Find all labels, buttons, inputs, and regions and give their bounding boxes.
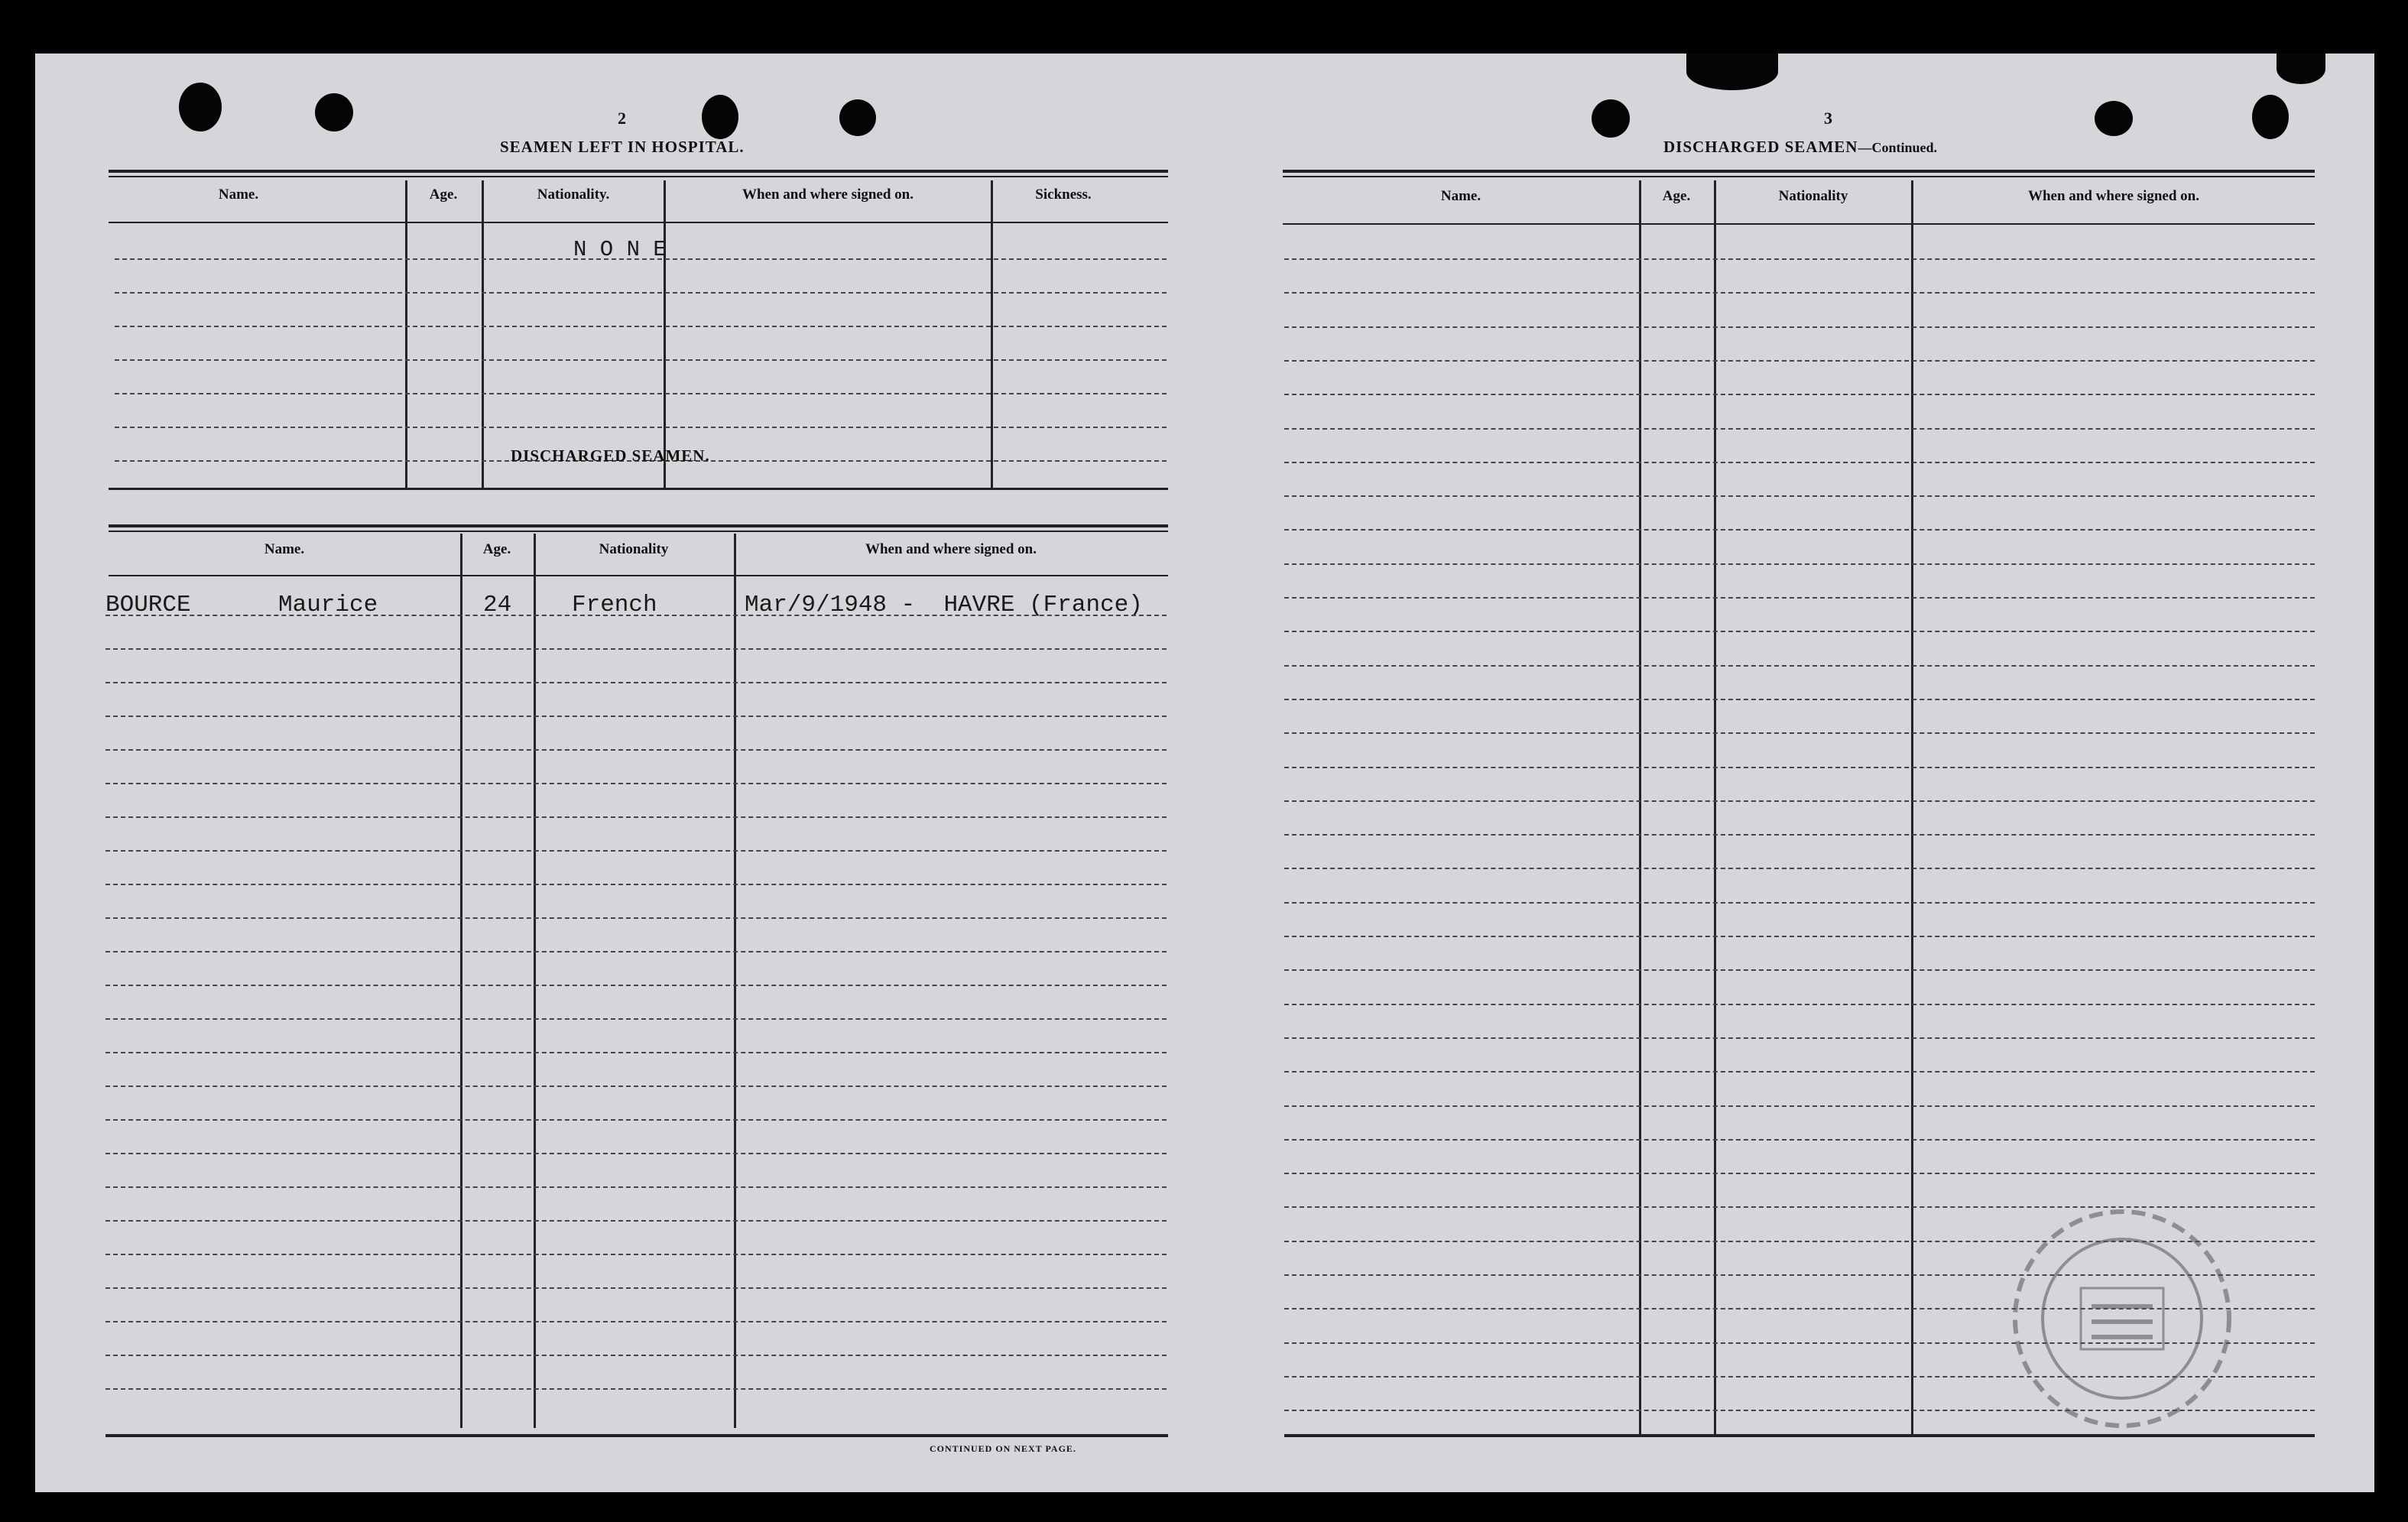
ruled-line — [105, 1355, 1167, 1356]
ruled-line — [1284, 732, 2315, 734]
ruled-line — [1284, 936, 2315, 937]
ruled-line — [105, 1086, 1167, 1087]
column-header-sickness: Sickness. — [1035, 187, 1092, 203]
ruled-line — [105, 1052, 1167, 1053]
column-header-rule — [109, 222, 1168, 223]
column-divider — [534, 534, 536, 1428]
column-divider — [460, 534, 462, 1428]
ruled-line — [1284, 902, 2315, 904]
punch-hole — [179, 83, 222, 131]
punch-hole — [315, 93, 353, 131]
ruled-line — [1284, 597, 2315, 599]
column-header-signed-on: When and where signed on. — [2027, 188, 2199, 204]
ruled-line — [105, 1119, 1167, 1121]
seaman-surname: BOURCE — [105, 592, 191, 618]
punch-hole — [2095, 101, 2133, 136]
column-divider — [664, 180, 666, 488]
ruled-line — [105, 749, 1167, 751]
discharged-continued-title — [1663, 138, 1937, 157]
ruled-line — [105, 816, 1167, 818]
ruled-line — [105, 615, 1167, 616]
seaman-age: 24 — [483, 592, 512, 618]
seaman-given-name: Maurice — [278, 592, 378, 618]
column-header-signed-on: When and where signed on. — [742, 187, 914, 203]
ruled-line — [1284, 1004, 2315, 1005]
column-header-rule — [109, 575, 1168, 576]
ruled-line — [1284, 428, 2315, 430]
ruled-line — [1284, 326, 2315, 328]
ruled-line — [105, 1254, 1167, 1255]
ruled-line — [1284, 360, 2315, 362]
punch-hole — [2252, 95, 2289, 139]
ruled-line — [1284, 665, 2315, 667]
ruled-line — [1284, 767, 2315, 768]
column-header-age: Age. — [1662, 188, 1691, 204]
ruled-line — [105, 1186, 1167, 1188]
discharged-section-title: DISCHARGED SEAMEN. — [511, 446, 710, 465]
header-rule — [109, 524, 1168, 527]
section-rule — [109, 488, 1168, 490]
continued-footer: CONTINUED ON NEXT PAGE. — [930, 1443, 1076, 1454]
column-divider — [1639, 180, 1641, 1434]
ruled-line — [1284, 1173, 2315, 1174]
ruled-line — [105, 1321, 1167, 1322]
hospital-section-title: SEAMEN LEFT IN HOSPITAL. — [500, 138, 745, 156]
header-rule — [109, 176, 1168, 177]
ruled-line — [105, 783, 1167, 784]
column-header-nationality: Nationality. — [537, 187, 610, 203]
ruled-line — [1284, 1139, 2315, 1141]
ruled-line — [105, 716, 1167, 717]
bottom-rule — [105, 1434, 1168, 1437]
column-divider — [1911, 180, 1913, 1434]
column-header-age: Age. — [429, 187, 458, 203]
ruled-line — [1284, 462, 2315, 463]
page-number: 3 — [1824, 109, 1832, 128]
left-page — [35, 54, 1205, 1492]
ruled-line — [1284, 258, 2315, 260]
ruled-line — [1284, 868, 2315, 869]
ruled-line — [115, 258, 1167, 260]
column-header-age: Age. — [482, 541, 511, 557]
punch-hole — [702, 95, 738, 139]
ruled-line — [105, 850, 1167, 852]
ruled-line — [105, 884, 1167, 885]
postmark-stamp — [2007, 1204, 2237, 1433]
title-main: DISCHARGED SEAMEN — [1663, 138, 1858, 156]
column-divider — [1714, 180, 1716, 1434]
punch-hole — [1686, 54, 1778, 90]
header-rule — [1283, 176, 2315, 177]
page-number: 2 — [618, 109, 626, 128]
ruled-line — [1284, 969, 2315, 971]
ruled-line — [105, 1287, 1167, 1289]
punch-hole — [2277, 54, 2325, 84]
ruled-line — [1284, 529, 2315, 531]
ruled-line — [105, 648, 1167, 650]
ruled-line — [115, 292, 1167, 294]
ruled-line — [105, 1220, 1167, 1222]
header-rule — [1283, 170, 2315, 173]
ruled-line — [105, 917, 1167, 919]
document-sheet — [35, 54, 2374, 1492]
ruled-line — [1284, 834, 2315, 836]
right-page — [1205, 54, 2374, 1492]
ruled-line — [1284, 292, 2315, 294]
seaman-signed-on: Mar/9/1948 - HAVRE (France) — [745, 592, 1143, 618]
seaman-nationality: French — [572, 592, 657, 618]
ruled-line — [105, 951, 1167, 952]
column-header-name: Name. — [264, 541, 305, 557]
ruled-line — [1284, 495, 2315, 497]
ruled-line — [1284, 631, 2315, 632]
ruled-line — [1284, 1037, 2315, 1039]
ruled-line — [115, 359, 1167, 361]
column-divider — [405, 180, 407, 488]
hospital-none-entry: N O N E — [573, 237, 667, 262]
column-divider — [991, 180, 993, 488]
ruled-line — [105, 1153, 1167, 1154]
header-rule — [109, 531, 1168, 532]
punch-hole — [839, 99, 876, 136]
header-rule — [109, 170, 1168, 173]
column-header-nationality: Nationality — [1778, 188, 1848, 204]
title-suffix: —Continued. — [1858, 140, 1937, 155]
ruled-line — [105, 985, 1167, 986]
column-divider — [482, 180, 484, 488]
column-header-rule — [1283, 223, 2315, 225]
ruled-line — [105, 1018, 1167, 1020]
ruled-line — [1284, 800, 2315, 802]
bottom-rule — [1284, 1434, 2315, 1437]
column-header-signed-on: When and where signed on. — [865, 541, 1037, 557]
ruled-line — [1284, 394, 2315, 395]
ruled-line — [1284, 1071, 2315, 1073]
column-header-name: Name. — [218, 187, 259, 203]
ruled-line — [105, 1388, 1167, 1390]
column-header-name: Name. — [1440, 188, 1481, 204]
ruled-line — [115, 326, 1167, 327]
column-header-nationality: Nationality — [599, 541, 669, 557]
ruled-line — [115, 393, 1167, 394]
column-divider — [734, 534, 736, 1428]
ruled-line — [115, 427, 1167, 428]
punch-hole — [1592, 99, 1630, 138]
ruled-line — [1284, 699, 2315, 700]
ruled-line — [105, 682, 1167, 683]
ruled-line — [1284, 1105, 2315, 1107]
ruled-line — [1284, 563, 2315, 565]
